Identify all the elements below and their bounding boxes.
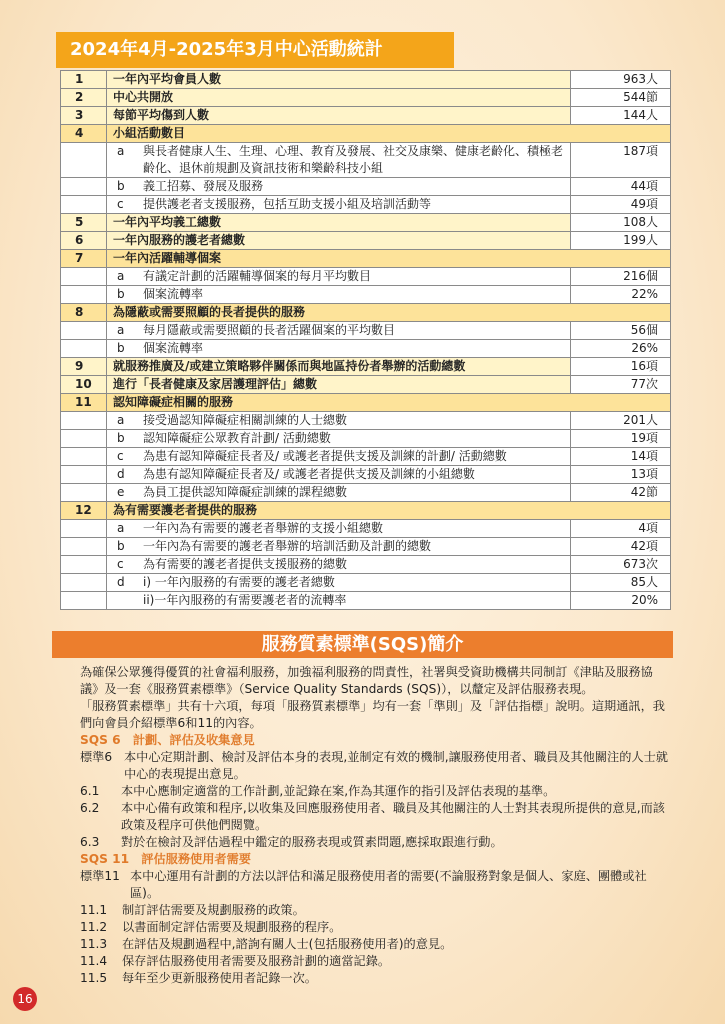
row-item [107, 484, 571, 502]
row-value: 42節 [571, 484, 671, 502]
row-sub-label: a [117, 269, 125, 283]
row-label: 進行「長者健康及家居護理評估」總數 [107, 376, 571, 394]
standard-11-key: 標準11 [80, 869, 120, 883]
criterion-number: 11.3 [80, 937, 108, 951]
standard-11 [80, 868, 670, 902]
row-label: 中心共開放 [107, 89, 571, 107]
row-label: 認知障礙症相關的服務 [107, 394, 671, 412]
table-row [61, 178, 671, 196]
row-value: 49項 [571, 196, 671, 214]
row-number: 12 [61, 502, 107, 520]
row-sub-label: c [117, 449, 124, 463]
row-label: 一年內為有需要的護老者舉辦的培訓活動及計劃的總數 [143, 539, 432, 553]
table-row [61, 520, 671, 538]
criterion-item [80, 902, 670, 919]
row-label: 每月隱蔽或需要照顧的長者活躍個案的平均數目 [143, 323, 396, 337]
row-item [107, 340, 571, 358]
row-number: 11 [61, 394, 107, 412]
row-item [107, 538, 571, 556]
table-row [61, 250, 671, 268]
row-value: 199人 [571, 232, 671, 250]
row-value: 187項 [571, 143, 671, 178]
row-number: 2 [61, 89, 107, 107]
row-item [107, 178, 571, 196]
row-number [61, 340, 107, 358]
row-label: 每節平均傷到人數 [107, 107, 571, 125]
row-sub-label: e [117, 485, 125, 499]
table-row [61, 89, 671, 107]
criterion-item [80, 783, 670, 800]
criterion-number: 11.1 [80, 903, 108, 917]
criterion-number: 6.1 [80, 784, 100, 798]
row-item [107, 430, 571, 448]
table-row [61, 484, 671, 502]
row-label: 義工招募、發展及服務 [143, 179, 264, 193]
standard-6 [80, 749, 670, 783]
table-row [61, 556, 671, 574]
sqs-body [80, 664, 670, 987]
row-number: 9 [61, 358, 107, 376]
row-number: 3 [61, 107, 107, 125]
stats-title: 2024年4月-2025年3月中心活動統計 [56, 32, 454, 68]
row-label: 提供護老者支援服務，包括互助支援小組及培訓活動等 [143, 197, 432, 211]
table-row [61, 430, 671, 448]
row-label: i) 一年內服務的有需要的護老者總數 [143, 575, 335, 589]
row-label: 個案流轉率 [143, 341, 204, 355]
row-label: 與長者健康人生、生理、心理、教育及發展、社交及康樂、健康老齡化、積極老齡化、退休前規劃及資訊技術和樂齡科技小組 [143, 144, 564, 175]
row-value: 108人 [571, 214, 671, 232]
row-value: 14項 [571, 448, 671, 466]
row-label: 就服務推廣及/或建立策略夥伴關係而與地區持份者舉辦的活動總數 [107, 358, 571, 376]
criterion-item [80, 834, 670, 851]
table-row [61, 143, 671, 178]
row-number: 10 [61, 376, 107, 394]
row-number [61, 178, 107, 196]
row-label: 有議定計劃的活躍輔導個案的每月平均數目 [143, 269, 372, 283]
row-number [61, 538, 107, 556]
row-value: 77次 [571, 376, 671, 394]
row-number [61, 574, 107, 592]
row-label: ii)一年內服務的有需要護老者的流轉率 [143, 593, 347, 607]
sqs-intro-paragraph-2: 「服務質素標準」共有十六項，每項「服務質素標準」均有一套「準則」及「評估指標」說明。這期通訊，我們向會員介紹標準6和11的內容。 [80, 699, 665, 730]
standard-11-text: 本中心運用有計劃的方法以評估和滿足服務使用者的需要(不論服務對象是個人、家庭、團體或社區)。 [130, 869, 647, 900]
criterion-text: 本中心應制定適當的工作計劃,並記錄在案,作為其運作的指引及評估表現的基準。 [121, 784, 556, 798]
criterion-item [80, 800, 670, 834]
row-number [61, 520, 107, 538]
criterion-number: 11.5 [80, 971, 108, 985]
row-label: 個案流轉率 [143, 287, 204, 301]
table-row [61, 592, 671, 610]
row-sub-label: d [117, 575, 125, 589]
row-sub-label: b [117, 287, 125, 301]
row-number: 1 [61, 71, 107, 89]
standard-6-text: 本中心定期計劃、檢討及評估本身的表現,並制定有效的機制,讓服務使用者、職員及其他關注的人士就中心的表現提出意見。 [124, 750, 668, 781]
row-label: 一年內活躍輔導個案 [107, 250, 671, 268]
page-number: 16 [13, 987, 37, 1011]
row-value: 544節 [571, 89, 671, 107]
row-number [61, 412, 107, 430]
row-item [107, 448, 571, 466]
table-row [61, 358, 671, 376]
table-row [61, 448, 671, 466]
row-item [107, 556, 571, 574]
row-item [107, 268, 571, 286]
row-value: 4項 [571, 520, 671, 538]
row-item [107, 196, 571, 214]
row-label: 一年內服務的護老者總數 [107, 232, 571, 250]
criterion-item [80, 919, 670, 936]
row-value: 26% [571, 340, 671, 358]
criterion-number: 6.3 [80, 835, 100, 849]
standard-6-key: 標準6 [80, 750, 113, 764]
row-item [107, 286, 571, 304]
row-sub-label: c [117, 557, 124, 571]
criterion-item [80, 953, 670, 970]
row-number [61, 196, 107, 214]
table-row [61, 466, 671, 484]
row-label: 為患有認知障礙症長者及/ 或護老者提供支援及訓練的計劃/ 活動總數 [143, 449, 507, 463]
table-row [61, 125, 671, 143]
table-row [61, 232, 671, 250]
row-number [61, 556, 107, 574]
row-label: 一年內為有需要的護老者舉辦的支援小組總數 [143, 521, 384, 535]
row-item [107, 412, 571, 430]
row-item [107, 322, 571, 340]
row-number: 5 [61, 214, 107, 232]
row-label: 為患有認知障礙症長者及/ 或護老者提供支援及訓練的小組總數 [143, 467, 475, 481]
row-sub-label: b [117, 431, 125, 445]
table-row [61, 71, 671, 89]
row-sub-label: a [117, 521, 125, 535]
row-label: 為有需要的護老者提供支援服務的總數 [143, 557, 348, 571]
criterion-number: 6.2 [80, 801, 100, 815]
criterion-item [80, 936, 670, 953]
row-label: 一年內平均義工總數 [107, 214, 571, 232]
row-label: 接受過認知障礙症相關訓練的人士總數 [143, 413, 348, 427]
row-sub-label: b [117, 341, 125, 355]
criterion-text: 每年至少更新服務使用者記錄一次。 [122, 971, 317, 985]
row-number: 4 [61, 125, 107, 143]
row-value: 19項 [571, 430, 671, 448]
sqs11-title: SQS 11 評估服務使用者需要 [80, 852, 251, 866]
row-value: 144人 [571, 107, 671, 125]
row-number [61, 322, 107, 340]
row-number [61, 466, 107, 484]
row-item [107, 520, 571, 538]
row-number [61, 268, 107, 286]
row-value: 42項 [571, 538, 671, 556]
table-row [61, 196, 671, 214]
row-value: 201人 [571, 412, 671, 430]
criterion-text: 保存評估服務使用者需要及服務計劃的適當記錄。 [122, 954, 391, 968]
row-value: 20% [571, 592, 671, 610]
row-item [107, 592, 571, 610]
table-row [61, 574, 671, 592]
criterion-text: 制訂評估需要及規劃服務的政策。 [122, 903, 305, 917]
sqs-intro-paragraph: 為確保公眾獲得優質的社會福利服務，加強福利服務的問責性，社署與受資助機構共同制訂《津貼及服務協議》及一套《服務質素標準》（Service Quality Standards (SQS)），以釐定及評估服務表現。 [80, 665, 653, 696]
row-number: 8 [61, 304, 107, 322]
criterion-text: 以書面制定評估需要及規劃服務的程序。 [122, 920, 342, 934]
row-sub-label: b [117, 179, 125, 193]
row-number [61, 448, 107, 466]
table-row [61, 107, 671, 125]
row-value: 85人 [571, 574, 671, 592]
row-label: 為員工提供認知障礙症訓練的課程總數 [143, 485, 348, 499]
criterion-item [80, 970, 670, 987]
table-row [61, 214, 671, 232]
row-number: 6 [61, 232, 107, 250]
table-row [61, 268, 671, 286]
row-value: 22% [571, 286, 671, 304]
row-number [61, 430, 107, 448]
row-value: 963人 [571, 71, 671, 89]
row-sub-label: a [117, 413, 125, 427]
table-row [61, 412, 671, 430]
sqs-heading: 服務質素標準(SQS)簡介 [52, 631, 673, 658]
row-value: 16項 [571, 358, 671, 376]
row-sub-label: a [117, 323, 125, 337]
table-row [61, 286, 671, 304]
table-row [61, 394, 671, 412]
row-sub-label: b [117, 539, 125, 553]
row-number [61, 286, 107, 304]
table-row [61, 538, 671, 556]
row-value: 216個 [571, 268, 671, 286]
row-sub-label: c [117, 197, 124, 211]
criterion-number: 11.4 [80, 954, 108, 968]
row-sub-label: a [117, 144, 125, 158]
row-label: 小組活動數目 [107, 125, 671, 143]
row-number [61, 143, 107, 178]
row-value: 13項 [571, 466, 671, 484]
stats-table [60, 70, 671, 610]
row-value: 44項 [571, 178, 671, 196]
table-row [61, 376, 671, 394]
row-label: 為隱蔽或需要照顧的長者提供的服務 [107, 304, 671, 322]
row-number [61, 484, 107, 502]
sqs6-title: SQS 6 計劃、評估及收集意見 [80, 733, 255, 747]
table-row [61, 502, 671, 520]
row-number: 7 [61, 250, 107, 268]
table-row [61, 340, 671, 358]
table-row [61, 322, 671, 340]
row-value: 56個 [571, 322, 671, 340]
row-label: 認知障礙症公眾教育計劃/ 活動總數 [143, 431, 331, 445]
row-value: 673次 [571, 556, 671, 574]
row-item [107, 143, 571, 178]
row-sub-label: d [117, 467, 125, 481]
criterion-text: 在評估及規劃過程中,諮詢有關人士(包括服務使用者)的意見。 [122, 937, 453, 951]
row-item [107, 466, 571, 484]
criterion-number: 11.2 [80, 920, 108, 934]
row-label: 一年內平均會員人數 [107, 71, 571, 89]
criterion-text: 本中心備有政策和程序,以收集及回應服務使用者、職員及其他關注的人士對其表現所提供的意見,而該政策及程序可供他們閱覽。 [121, 801, 665, 832]
criterion-text: 對於在檢討及評估過程中鑑定的服務表現或質素問題,應採取跟進行動。 [121, 835, 503, 849]
row-number [61, 592, 107, 610]
row-label: 為有需要護老者提供的服務 [107, 502, 671, 520]
row-item [107, 574, 571, 592]
table-row [61, 304, 671, 322]
